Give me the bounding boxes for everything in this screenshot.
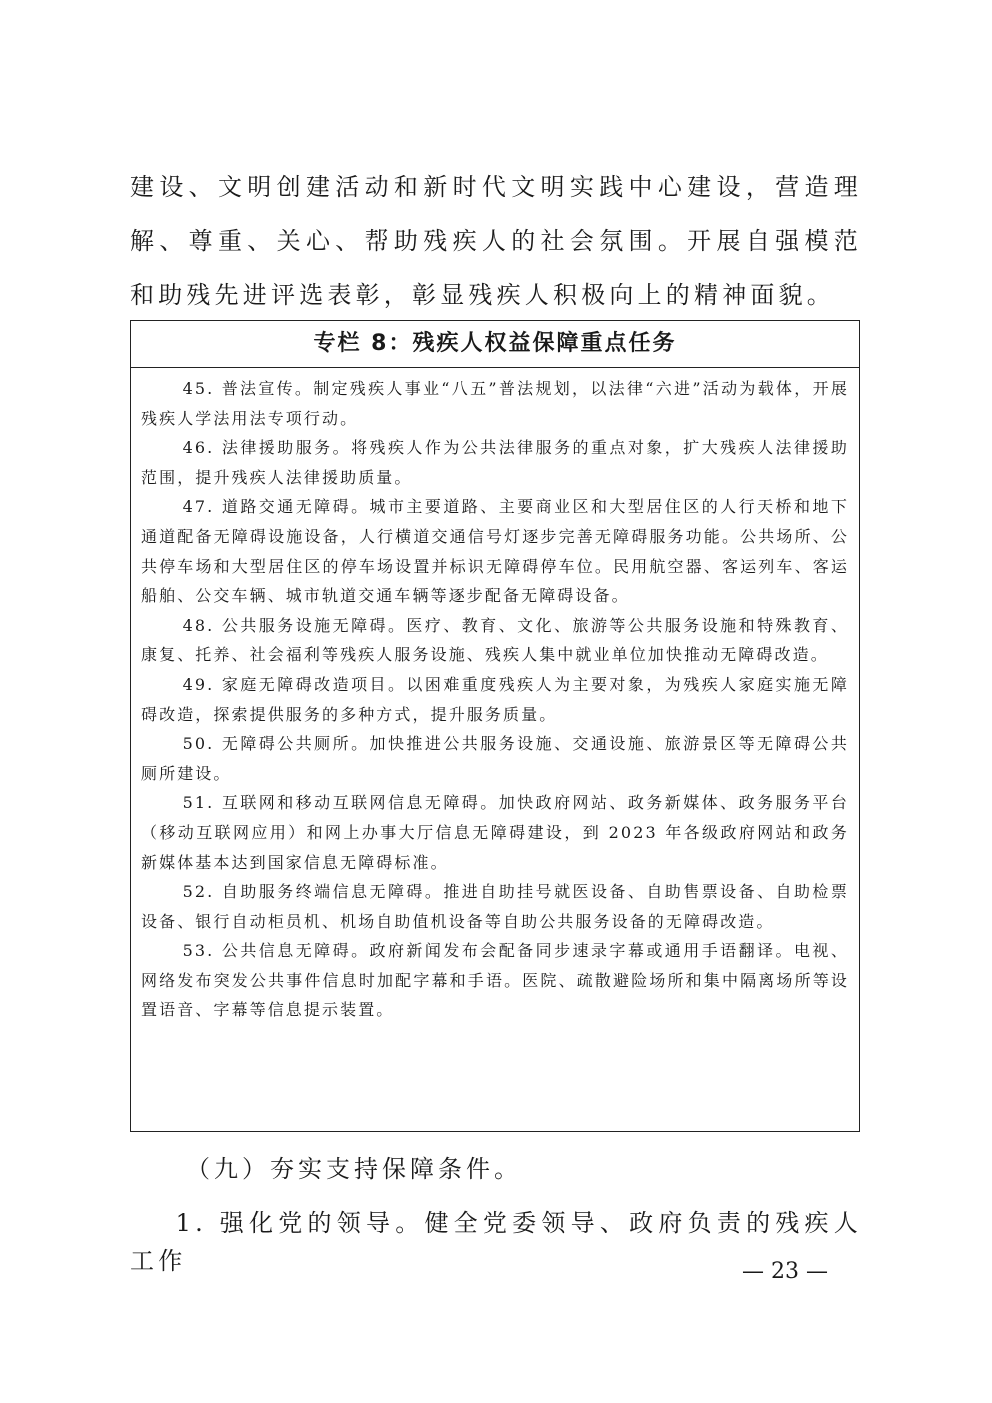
task-item-49: 49. 家庭无障碍改造项目。以困难重度残疾人为主要对象，为残疾人家庭实施无障碍改造，探索提供服务的多种方式，提升服务质量。 bbox=[141, 674, 849, 724]
task-item-50: 50. 无障碍公共厕所。加快推进公共服务设施、交通设施、旅游景区等无障碍公共厕所建设。 bbox=[141, 734, 849, 783]
task-item-46: 46. 法律援助服务。将残疾人作为公共法律服务的重点对象，扩大残疾人法律援助范围，提升残疾人法律援助质量。 bbox=[141, 438, 849, 487]
task-item-53: 53. 公共信息无障碍。政府新闻发布会配备同步速录字幕或通用手语翻译。电视、网络发布突发公共事件信息时加配字幕和手语。医院、疏散避险场所和集中隔离场所等设置语音、字幕等信息提示装置。 bbox=[141, 941, 849, 1020]
page-number: — 23 — bbox=[742, 1259, 828, 1284]
body-paragraph: 1. 强化党的领导。健全党委领导、政府负责的残疾人工作 bbox=[130, 1209, 862, 1275]
section-heading: （九）夯实支持保障条件。 bbox=[186, 1155, 522, 1183]
task-item-51: 51. 互联网和移动互联网信息无障碍。加快政府网站、政务新媒体、政务服务平台（移动互联网应用）和网上办事大厅信息无障碍建设，到 2023 年各级政府网站和政务新媒体基本达到国家信息无障碍标准。 bbox=[141, 793, 849, 872]
task-item-52: 52. 自助服务终端信息无障碍。推进自助挂号就医设备、自助售票设备、自助检票设备、银行自动柜员机、机场自助值机设备等自助公共服务设备的无障碍改造。 bbox=[141, 882, 849, 931]
task-box bbox=[130, 320, 860, 1132]
task-item-48: 48. 公共服务设施无障碍。医疗、教育、文化、旅游等公共服务设施和特殊教育、康复、托养、社会福利等残疾人服务设施、残疾人集中就业单位加快推动无障碍改造。 bbox=[141, 615, 849, 665]
box-body bbox=[131, 368, 859, 1025]
task-item-45: 45. 普法宣传。制定残疾人事业“八五”普法规划，以法律“六进”活动为载体，开展残疾人学法用法专项行动。 bbox=[141, 379, 849, 428]
box-title: 专栏 8：残疾人权益保障重点任务 bbox=[131, 321, 859, 368]
intro-paragraph: 建设、文明创建活动和新时代文明实践中心建设，营造理解、尊重、关心、帮助残疾人的社会氛围。开展自强模范和助残先进评选表彰，彰显残疾人积极向上的精神面貌。 bbox=[130, 173, 862, 309]
task-item-47: 47. 道路交通无障碍。城市主要道路、主要商业区和大型居住区的人行天桥和地下通道配备无障碍设施设备，人行横道交通信号灯逐步完善无障碍服务功能。公共场所、公共停车场和大型居住区的停车场设置并标识无障碍停车位。民用航空器、客运列车、客运船舶、公交车辆、城市轨道交通车辆等逐步配备无障碍设备。 bbox=[141, 497, 849, 606]
